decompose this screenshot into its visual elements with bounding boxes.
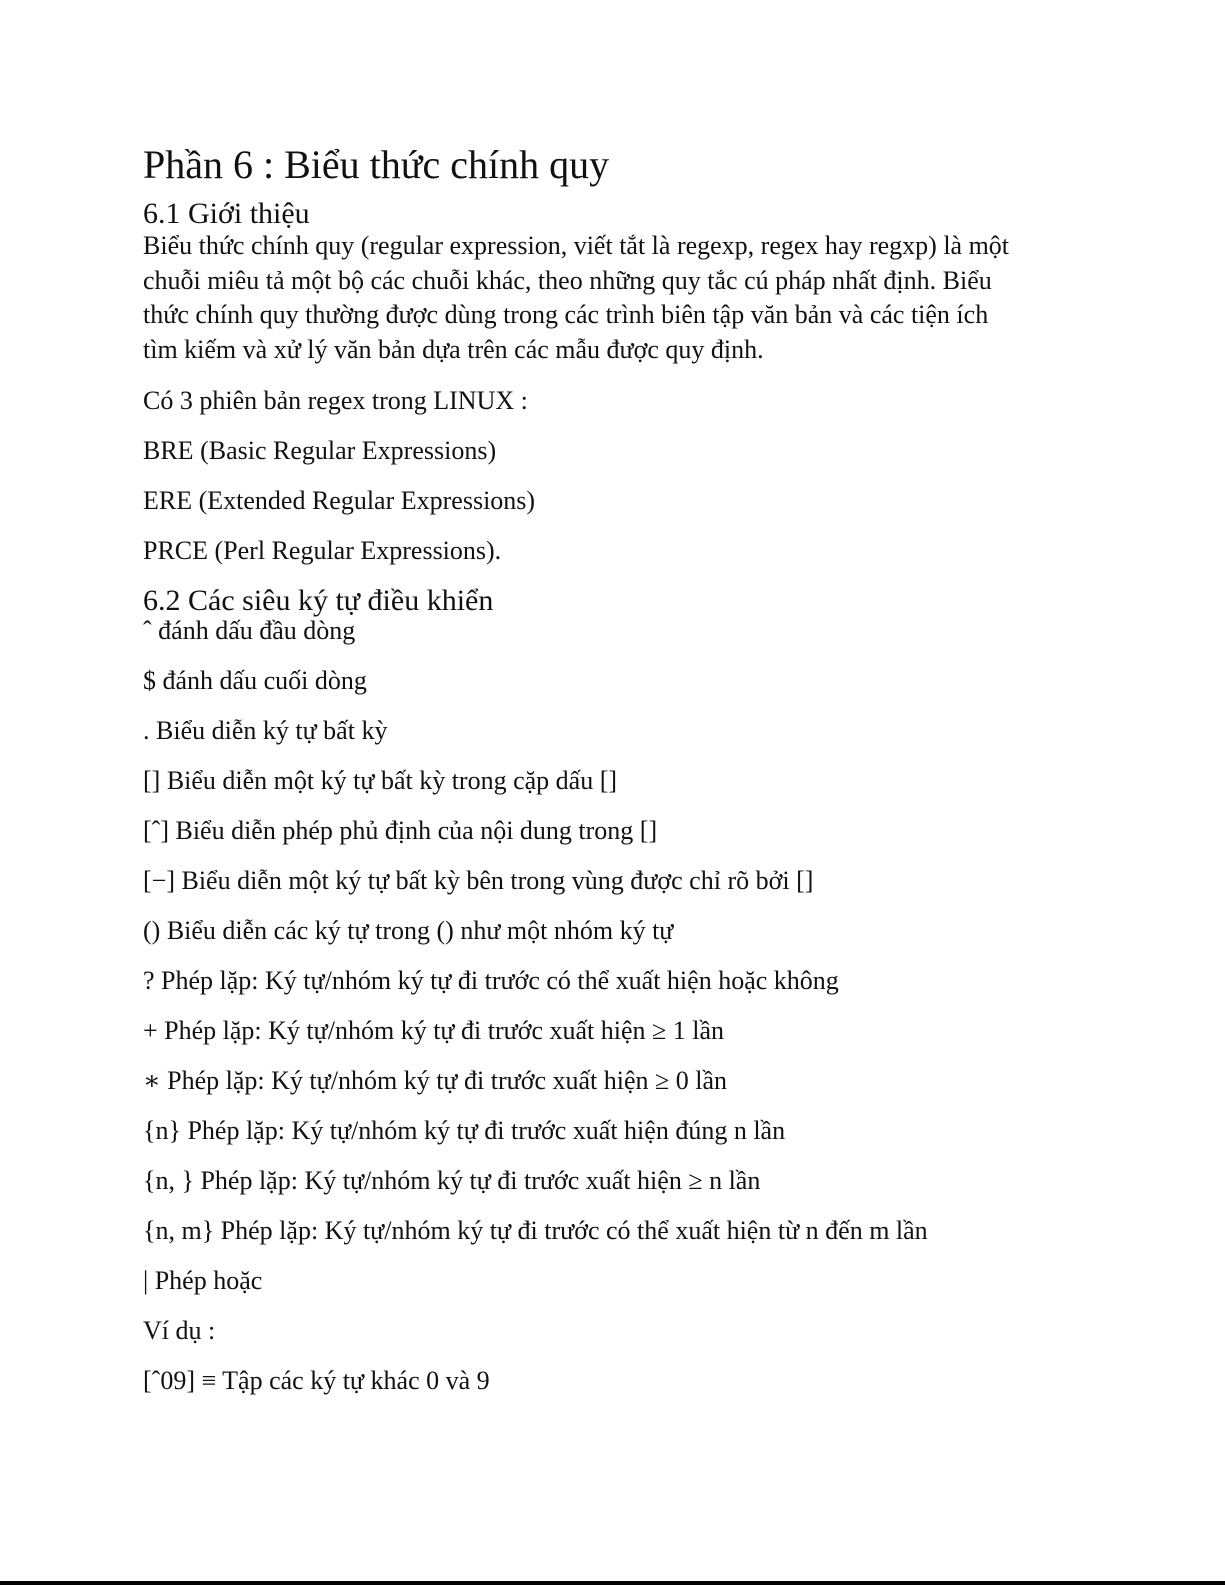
list-item: {n, } Phép lặp: Ký tự/nhóm ký tự đi trước xuất hiện ≥ n lần bbox=[143, 1166, 761, 1195]
list-item: [] Biểu diễn một ký tự bất kỳ trong cặp dấu [] bbox=[143, 766, 618, 795]
version-item-bre: BRE (Basic Regular Expressions) bbox=[143, 436, 497, 465]
intro-line: chuỗi miêu tả một bộ các chuỗi khác, theo những quy tắc cú pháp nhất định. Biểu bbox=[143, 265, 992, 295]
example-label: Ví dụ : bbox=[143, 1316, 216, 1345]
list-item: . Biểu diễn ký tự bất kỳ bbox=[143, 716, 388, 745]
example-line: [ˆ09] ≡ Tập các ký tự khác 0 và 9 bbox=[143, 1366, 490, 1395]
list-item: {n} Phép lặp: Ký tự/nhóm ký tự đi trước xuất hiện đúng n lần bbox=[143, 1116, 786, 1145]
document-content bbox=[143, 138, 1083, 1398]
list-item: [ˆ] Biểu diễn phép phủ định của nội dung trong [] bbox=[143, 816, 658, 845]
list-item: ? Phép lặp: Ký tự/nhóm ký tự đi trước có thể xuất hiện hoặc không bbox=[143, 966, 839, 995]
page-title: Phần 6 : Biểu thức chính quy bbox=[143, 142, 610, 187]
versions-intro: Có 3 phiên bản regex trong LINUX : bbox=[143, 386, 528, 415]
list-item: () Biểu diễn các ký tự trong () như một nhóm ký tự bbox=[143, 916, 674, 945]
page-bottom-border bbox=[0, 1581, 1225, 1585]
list-item: | Phép hoặc bbox=[143, 1266, 263, 1295]
intro-paragraph bbox=[143, 229, 1083, 367]
section-heading-6-2: 6.2 Các siêu ký tự điều khiển bbox=[143, 584, 494, 617]
intro-line: Biểu thức chính quy (regular expression, viết tắt là regexp, regex hay regxp) là một bbox=[143, 231, 1010, 260]
intro-line: thức chính quy thường được dùng trong các trình biên tập văn bản và các tiện ích bbox=[143, 300, 989, 329]
metacharacter-list bbox=[143, 614, 1083, 1398]
list-item: $ đánh dấu cuối dòng bbox=[143, 666, 367, 695]
list-item: ˆ đánh dấu đầu dòng bbox=[143, 616, 356, 645]
version-item-ere: ERE (Extended Regular Expressions) bbox=[143, 486, 536, 515]
list-item: + Phép lặp: Ký tự/nhóm ký tự đi trước xuất hiện ≥ 1 lần bbox=[143, 1016, 725, 1045]
intro-line: tìm kiếm và xử lý văn bản dựa trên các mẫu được quy định. bbox=[143, 334, 764, 364]
list-item: ∗ Phép lặp: Ký tự/nhóm ký tự đi trước xuất hiện ≥ 0 lần bbox=[143, 1066, 728, 1095]
list-item: [−] Biểu diễn một ký tự bất kỳ bên trong vùng được chỉ rõ bởi [] bbox=[143, 866, 814, 895]
section-heading-6-1: 6.1 Giới thiệu bbox=[143, 197, 310, 230]
list-item: {n, m} Phép lặp: Ký tự/nhóm ký tự đi trước có thể xuất hiện từ n đến m lần bbox=[143, 1216, 928, 1245]
version-item-prce: PRCE (Perl Regular Expressions). bbox=[143, 536, 502, 565]
